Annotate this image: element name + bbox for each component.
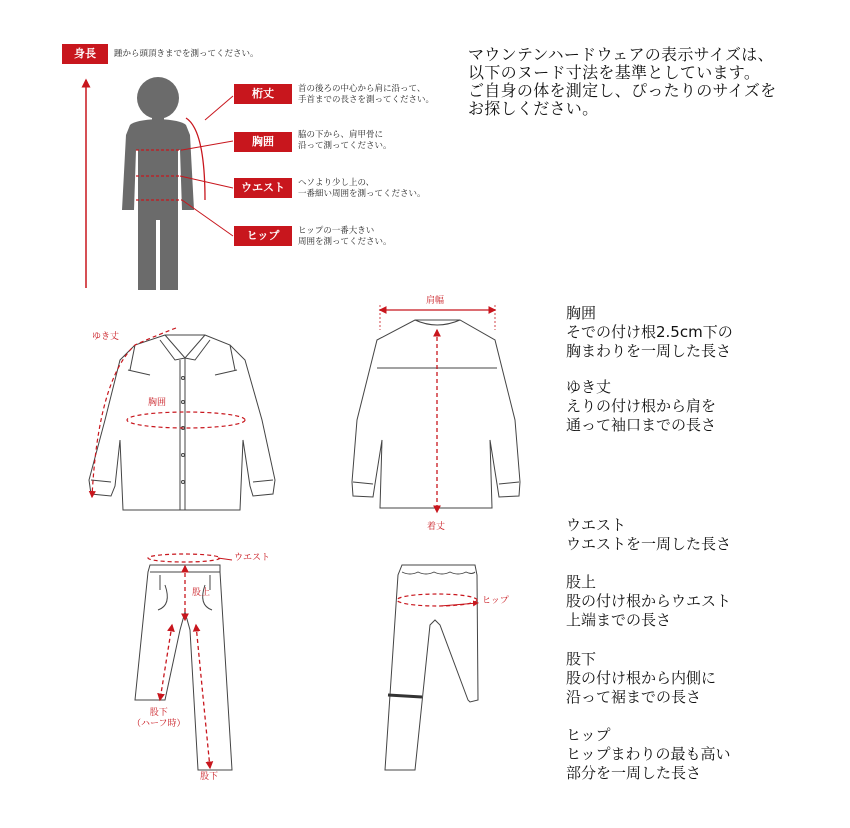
label-shoulder: 肩幅 — [426, 296, 445, 306]
def-chest-body: そでの付け根2.5cm下の 胸まわりを一周した長さ — [566, 323, 733, 360]
def-hip-title: ヒップ — [566, 726, 611, 744]
tag-height: 身長 — [62, 44, 108, 64]
shirt-back — [352, 320, 520, 508]
shirt-back-measures — [380, 305, 495, 512]
label-inseam: 股下 — [200, 772, 219, 782]
tag-sleeve: 桁丈 — [234, 84, 292, 104]
label-waist: ウエスト — [234, 553, 271, 563]
def-inseam-title: 股下 — [566, 650, 597, 668]
desc-hip: ヒップの一番大きい 周囲を測ってください。 — [298, 226, 392, 247]
label-chest: 胸囲 — [148, 398, 167, 408]
def-chest-title: 胸囲 — [566, 304, 597, 322]
def-sleeve-title: ゆき丈 — [566, 378, 612, 396]
intro-text: マウンテンハードウェアの表示サイズは、 以下のヌード寸法を基準としています。 ご自身の体を測定し、ぴったりのサイズを お探しください。 — [468, 45, 777, 118]
desc-sleeve: 首の後ろの中心から肩に沿って、 手首までの長さを測ってください。 — [298, 84, 435, 105]
desc-height: 踵から頭頂きまでを測ってください。 — [114, 49, 259, 59]
def-inseam-body: 股の付け根から内側に 沿って裾までの長さ — [566, 669, 717, 706]
def-waist-title: ウエスト — [566, 516, 627, 534]
def-rise-title: 股上 — [566, 573, 597, 591]
tag-waist: ウエスト — [234, 178, 292, 198]
tag-hip: ヒップ — [234, 226, 292, 246]
shirt-front-measures — [92, 328, 245, 497]
def-hip-body: ヒップまわりの最も高い 部分を一周した長さ — [566, 745, 731, 782]
label-length: 着丈 — [427, 522, 446, 532]
label-rise: 股上 — [192, 588, 211, 598]
label-inseam-half: 股下 （ハーフ時） — [132, 708, 186, 729]
desc-chest: 脇の下から、肩甲骨に 沿って測ってください。 — [298, 130, 392, 151]
shirt-front — [89, 335, 275, 510]
pants-back-measures — [397, 594, 478, 606]
label-sleeve: ゆき丈 — [92, 332, 120, 342]
label-hip: ヒップ — [482, 596, 509, 606]
def-sleeve-body: えりの付け根から肩を 通って袖口までの長さ — [566, 397, 717, 434]
pants-front — [135, 565, 232, 770]
tag-chest: 胸囲 — [234, 132, 292, 152]
desc-waist: ヘソより少し上の、 一番細い周囲を測ってください。 — [298, 178, 426, 199]
body-figure — [86, 77, 233, 290]
def-waist-body: ウエストを一周した長さ — [566, 535, 732, 553]
def-rise-body: 股の付け根からウエスト 上端までの長さ — [566, 592, 732, 629]
pants-front-measures — [148, 554, 232, 768]
